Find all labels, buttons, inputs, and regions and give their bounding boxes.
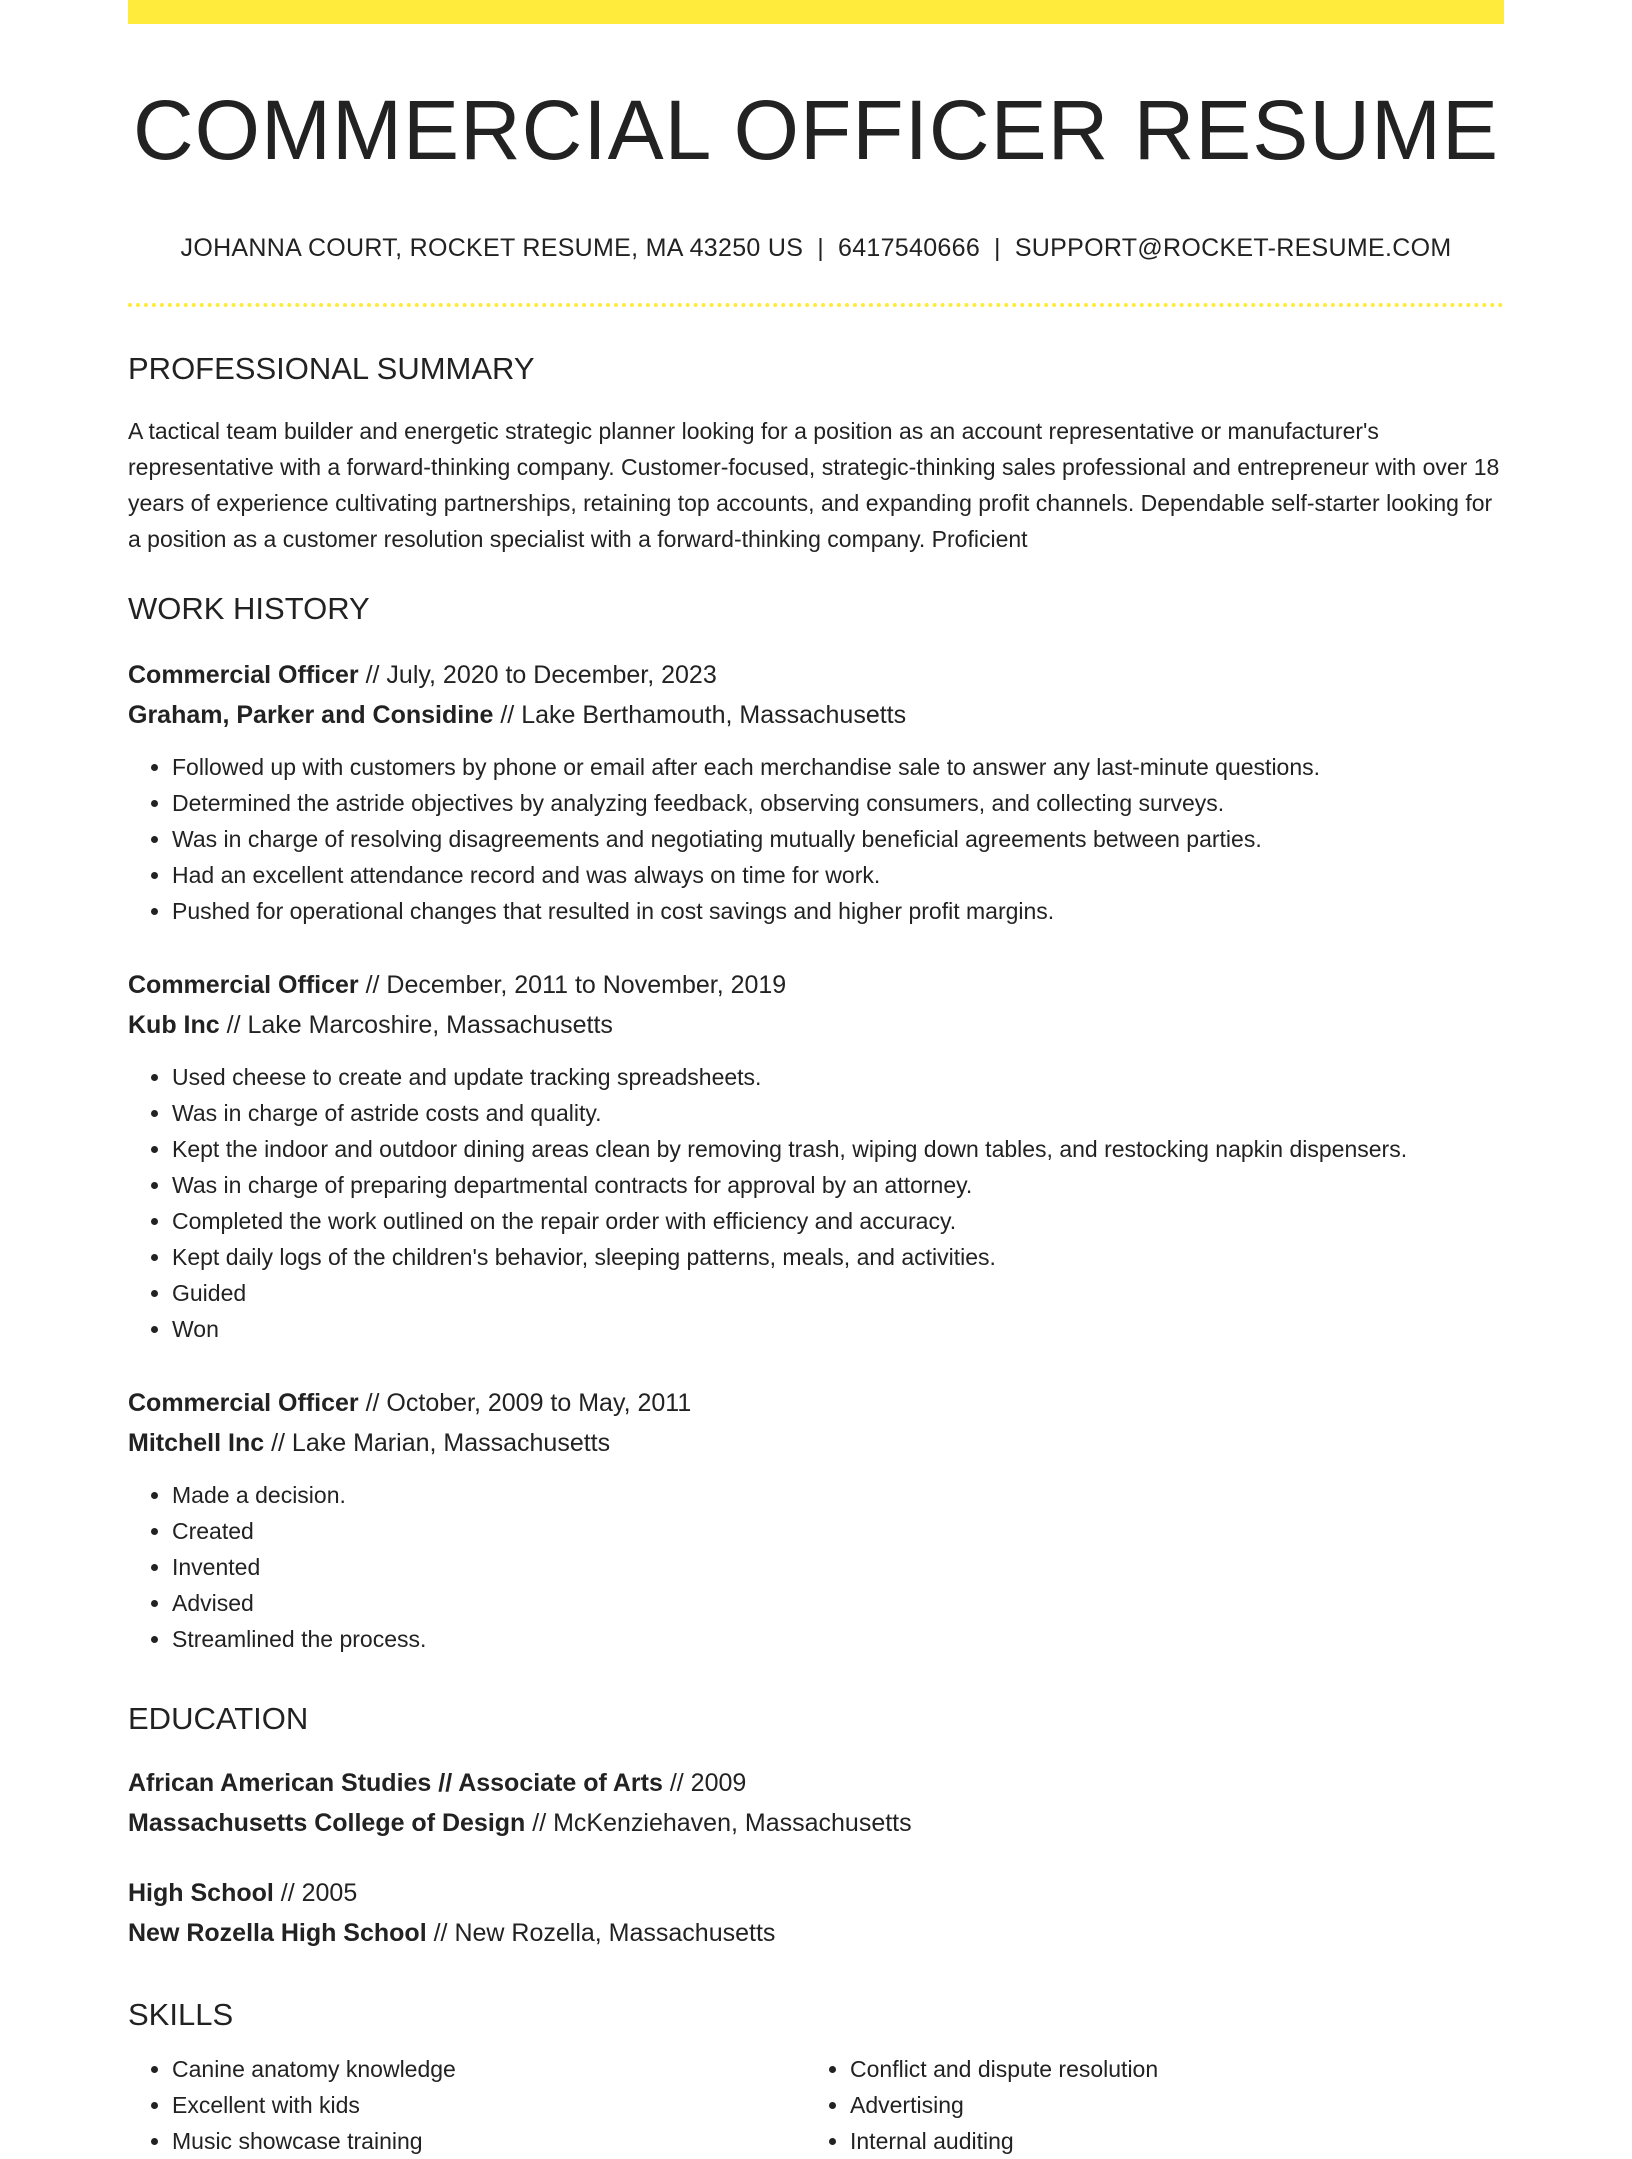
list-item: • Used cheese to create and update tracking spreadsheets.: [172, 1059, 1504, 1095]
education-school: New Rozella High School: [128, 1919, 427, 1948]
education-location: // New Rozella, Massachusetts: [426, 1919, 776, 1948]
education-degree-line: [128, 1873, 1504, 1913]
job-company-line: [128, 695, 1504, 735]
education-section: [128, 1701, 1504, 1953]
list-item: • Streamlined the process.: [172, 1621, 1504, 1657]
page-title: COMMERCIAL OFFICER RESUME: [133, 83, 1499, 177]
contact-email: SUPPORT@ROCKET-RESUME.COM: [1014, 234, 1452, 263]
job-title: Commercial Officer: [128, 1389, 359, 1418]
job-entry: [128, 965, 1504, 1347]
job-title-line: [128, 655, 1504, 695]
education-school-line: [128, 1803, 1504, 1843]
job-entry: [128, 1383, 1504, 1657]
list-item: • Made a decision.: [172, 1477, 1504, 1513]
list-item: • Completed the work outlined on the repair order with efficiency and accuracy.: [172, 1203, 1504, 1239]
job-title: Commercial Officer: [128, 661, 359, 690]
list-item: • Guided: [172, 1275, 1504, 1311]
list-item: • Was in charge of resolving disagreements and negotiating mutually beneficial agreements between parties.: [172, 821, 1504, 857]
list-item: • Created: [172, 1513, 1504, 1549]
list-item: • Invented: [172, 1549, 1504, 1585]
education-year: // 2005: [273, 1879, 358, 1908]
dotted-divider: [128, 303, 1504, 307]
work-history-section: [128, 591, 1504, 1657]
job-dates: // October, 2009 to May, 2011: [358, 1389, 692, 1418]
education-year: // 2009: [662, 1769, 747, 1798]
job-location: // Lake Marian, Massachusetts: [264, 1429, 611, 1458]
job-company-line: [128, 1423, 1504, 1463]
education-degree: African American Studies // Associate of Arts: [128, 1769, 663, 1798]
resume-page: [128, 0, 1504, 2159]
list-item: • Excellent with kids: [172, 2087, 806, 2123]
job-bullets: [128, 1059, 1504, 1347]
list-item: • Determined the astride objectives by analyzing feedback, observing consumers, and collecting surveys.: [172, 785, 1504, 821]
contact-separator: |: [817, 234, 824, 263]
section-heading-skills: SKILLS: [128, 1997, 234, 2033]
list-item: • Music showcase training: [172, 2123, 806, 2159]
list-item: • Had an excellent attendance record and was always on time for work.: [172, 857, 1504, 893]
job-dates: // July, 2020 to December, 2023: [358, 661, 717, 690]
section-heading-education: EDUCATION: [128, 1701, 309, 1737]
education-location: // McKenziehaven, Massachusetts: [525, 1809, 912, 1838]
list-item: • Was in charge of astride costs and quality.: [172, 1095, 1504, 1131]
accent-top-bar: [128, 0, 1504, 24]
education-degree-line: [128, 1763, 1504, 1803]
list-item: • Kept the indoor and outdoor dining areas clean by removing trash, wiping down tables, and restocking napkin dispensers.: [172, 1131, 1504, 1167]
skills-list-left: [128, 2051, 806, 2159]
education-entry: [128, 1763, 1504, 1843]
job-company: Graham, Parker and Considine: [128, 701, 494, 730]
job-bullets: [128, 1477, 1504, 1657]
job-company-line: [128, 1005, 1504, 1045]
skills-columns: [128, 2051, 1504, 2159]
list-item: • Kept daily logs of the children's behavior, sleeping patterns, meals, and activities.: [172, 1239, 1504, 1275]
job-company: Kub Inc: [128, 1011, 220, 1040]
section-heading-work-history: WORK HISTORY: [128, 591, 370, 627]
section-heading-summary: PROFESSIONAL SUMMARY: [128, 351, 535, 387]
contact-line: [128, 234, 1504, 263]
education-school-line: [128, 1913, 1504, 1953]
skills-list-right: [806, 2051, 1484, 2159]
list-item: • Advertising: [850, 2087, 1484, 2123]
summary-text: A tactical team builder and energetic strategic planner looking for a position as an account representative or manufacturer's representative with a forward-thinking company. Customer-focused, strategic-thinking sales professional and entrepreneur with over 18 years of experience cultivating partnerships, retaining top accounts, and expanding profit channels. Dependable self-starter looking for a position as a customer resolution specialist with a forward-thinking company. Proficient: [128, 418, 1500, 553]
contact-separator: |: [994, 234, 1001, 263]
job-title-line: [128, 1383, 1504, 1423]
education-school: Massachusetts College of Design: [128, 1809, 526, 1838]
job-title: Commercial Officer: [128, 971, 359, 1000]
contact-address: JOHANNA COURT, ROCKET RESUME, MA 43250 US: [180, 234, 804, 263]
education-entry: [128, 1873, 1504, 1953]
list-item: • Pushed for operational changes that resulted in cost savings and higher profit margins.: [172, 893, 1504, 929]
job-title-line: [128, 965, 1504, 1005]
list-item: • Followed up with customers by phone or email after each merchandise sale to answer any last-minute questions.: [172, 749, 1504, 785]
job-location: // Lake Berthamouth, Massachusetts: [493, 701, 907, 730]
contact-phone: 6417540666: [837, 234, 981, 263]
job-company: Mitchell Inc: [128, 1429, 265, 1458]
job-entry: [128, 655, 1504, 929]
list-item: • Conflict and dispute resolution: [850, 2051, 1484, 2087]
job-location: // Lake Marcoshire, Massachusetts: [219, 1011, 613, 1040]
list-item: • Advised: [172, 1585, 1504, 1621]
job-bullets: [128, 749, 1504, 929]
job-dates: // December, 2011 to November, 2019: [358, 971, 787, 1000]
summary-section: [128, 351, 1504, 557]
list-item: • Internal auditing: [850, 2123, 1484, 2159]
list-item: • Won: [172, 1311, 1504, 1347]
list-item: • Canine anatomy knowledge: [172, 2051, 806, 2087]
education-degree: High School: [128, 1879, 274, 1908]
list-item: • Was in charge of preparing departmental contracts for approval by an attorney.: [172, 1167, 1504, 1203]
skills-section: [128, 1997, 1504, 2159]
